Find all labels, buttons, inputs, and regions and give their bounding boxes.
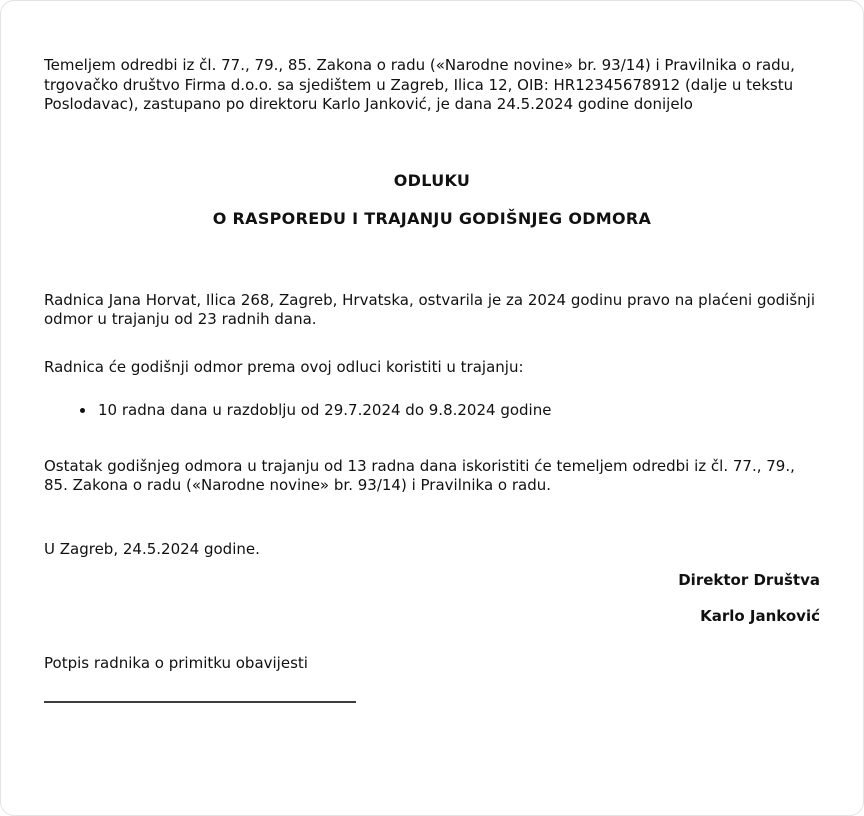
decision-title: ODLUKU <box>393 170 471 190</box>
signature-title: Direktor Društva <box>678 571 820 589</box>
signature-line <box>44 701 356 703</box>
intro-paragraph: Temeljem odredbi iz čl. 77., 79., 85. Zakona o radu («Narodne novine» br. 93/14) i Pravilnika o radu, trgovačko društvo Firma d.o.o. sa sjedištem u Zagreb, Ilica 12, OIB: HR12345678912 (dalje u tekstu Poslodavac), zastupano po direktoru Karlo Janković, je dana 24.5.2024 godine donijelo <box>44 56 795 113</box>
vacation-period-item: • 10 radna dana u razdoblju od 29.7.2024 do 9.8.2024 godine <box>96 401 820 421</box>
entitlement-paragraph: Radnica Jana Horvat, Ilica 268, Zagreb, Hrvatska, ostvarila je za 2024 godinu pravo na plaćeni godišnji odmor u trajanju od 23 radnih dana. <box>44 290 816 328</box>
document-content <box>1 1 863 703</box>
place-date-line: U Zagreb, 24.5.2024 godine. <box>44 539 260 558</box>
decision-subtitle: O RASPOREDU I TRAJANJU GODIŠNJEG ODMORA <box>212 208 652 228</box>
vacation-period-list <box>44 401 820 421</box>
remainder-paragraph: Ostatak godišnjeg odmora u trajanju od 13 radna dana iskoristiti će temeljem odredbi iz čl. 77., 79., 85. Zakona o radu («Narodne novine» br. 93/14) i Pravilnika o radu. <box>44 456 795 494</box>
signature-name: Karlo Janković <box>700 606 820 625</box>
usage-intro-paragraph: Radnica će godišnji odmor prema ovoj odluci koristiti u trajanju: <box>44 357 524 376</box>
receipt-signature-label: Potpis radnika o primitku obavijesti <box>44 654 308 672</box>
